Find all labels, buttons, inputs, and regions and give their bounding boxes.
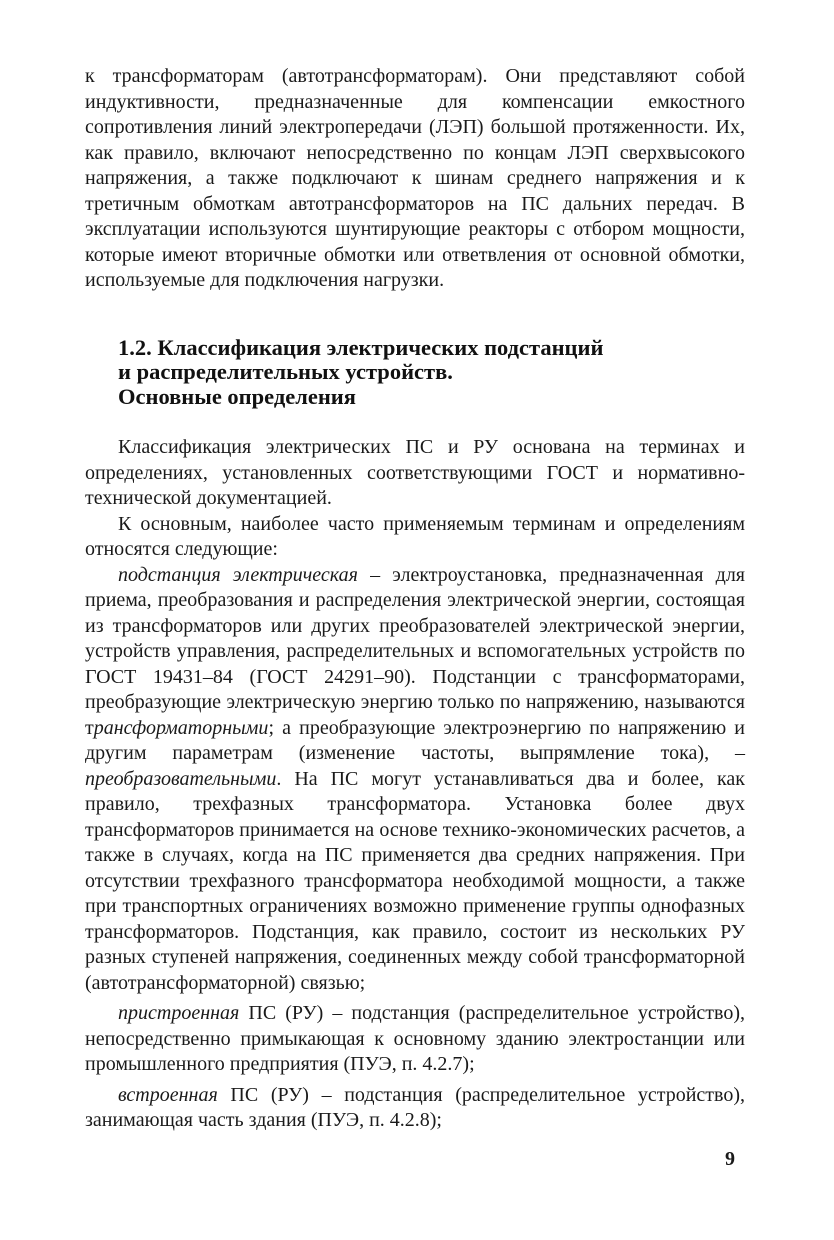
definition-attached-text: ПС (РУ) – подстанция (распределительное устройство), непосредственно примыкающая к основному зданию электростанции или промышленного предприятия (ПУЭ, п. 4.2.7); (85, 1002, 745, 1075)
definition-substation (85, 563, 745, 997)
definition-substation-text-2: ; а преобразующие электроэнергию по напряжению и другим параметрам (изменение частоты, выпрямление тока), – (85, 716, 745, 764)
definition-substation-text-3: . На ПС могут устанавливаться два и более, как правило, трехфазных трансформатора. Установка более двух трансформаторов принимается на основе технико-экономических расчетов, а также в случаях, когда на ПС применяется два средних напряжения. При отсутствии трехфазного трансформатора необходимой мощности, а также при транспортных ограничениях возможно применение группы однофазных трансформаторов. Подстанция, как правило, состоит из нескольких РУ разных ступеней напряжения, соединенных между собой трансформаторной (автотрансформаторной) связью; (85, 767, 745, 994)
terms-intro-paragraph: К основным, наиболее часто применяемым терминам и определениям относятся следующие: (85, 512, 745, 560)
section-heading (118, 336, 745, 410)
heading-line-1: 1.2. Классификация электрических подстанций (118, 334, 604, 360)
heading-line-3: Основные определения (118, 383, 356, 409)
term-attached: пристроенная (118, 1002, 240, 1024)
definition-built-in (85, 1083, 745, 1134)
definition-substation-text-1: – электроустановка, предназначенная для приема, преобразования и распределения электрической энергии, состоящая из трансформаторов или других преобразователей электрической энергии, устройств управления, распределительных и вспомогательных устройств по ГОСТ 19431–84 (ГОСТ 24291–90). Подстанции с трансформаторами, преобразующие электрическую энергию только по напряжению, называются т (85, 563, 745, 739)
page-number: 9 (725, 1148, 735, 1170)
heading-line-2: и распределительных устройств. (118, 359, 453, 384)
intro-paragraph: к трансформаторам (автотрансформаторам). Они представляют собой индуктивности, предназначенные для компенсации емкостного сопротивления линий электропередачи (ЛЭП) большой протяженности. Их, как правило, включают непосредственно по концам ЛЭП сверхвысокого напряжения, а также подключают к шинам среднего напряжения и к третичным обмоткам автотрансформаторов на ПС дальних передач. В эксплуатации используются шунтирующие реакторы с отбором мощности, которые имеют вторичные обмотки или ответвления от основной обмотки, используемые для подключения нагрузки. (85, 65, 745, 291)
classification-paragraph: Классификация электрических ПС и РУ основана на терминах и определениях, установленных соответствующими ГОСТ и нормативно-технической документацией. (85, 436, 745, 509)
page-body (85, 64, 745, 1134)
term-converter: преобразовательными (85, 767, 277, 790)
term-substation: подстанция электрическая (118, 563, 358, 586)
definition-built-in-text: ПС (РУ) – подстанция (распределительное устройство), занимающая часть здания (ПУЭ, п. 4.2.8); (85, 1083, 745, 1131)
term-built-in: встроенная (118, 1083, 218, 1106)
term-transformer: рансформаторными (93, 716, 269, 739)
definition-attached (85, 1001, 745, 1078)
